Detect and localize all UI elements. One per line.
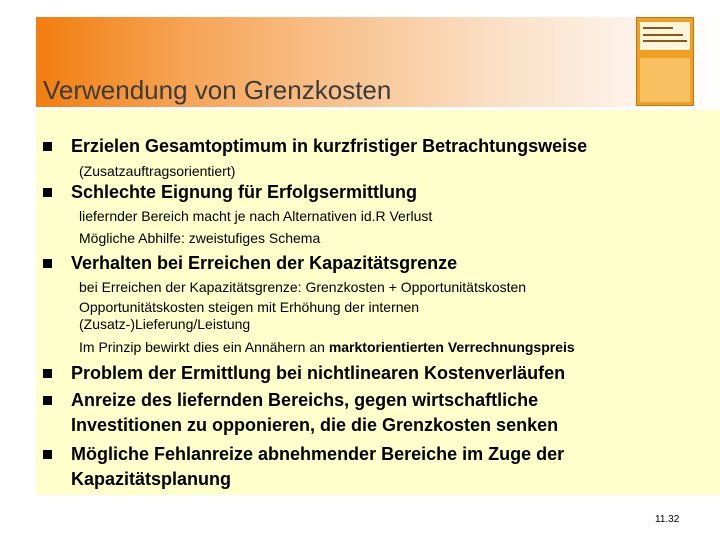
- sub-text: [79, 338, 575, 356]
- bullet-marker: [43, 259, 52, 268]
- book-cover-line: [643, 34, 683, 36]
- bullet-marker: [43, 369, 52, 378]
- page-number: 11.32: [655, 514, 680, 525]
- book-cover-line: [643, 27, 673, 29]
- bullet-text: Schlechte Eignung für Erfolgsermittlung: [71, 182, 418, 202]
- sub-text: (Zusatz-)Lieferung/Leistung: [79, 316, 251, 332]
- bullet-text: Erzielen Gesamtoptimum in kurzfristiger Betrachtungsweise: [71, 136, 588, 156]
- sub-text: Mögliche Abhilfe: zweistufiges Schema: [79, 230, 321, 246]
- sub-text-prefix: Im Prinzip bewirkt dies ein Annähern an: [79, 339, 329, 355]
- bullet-marker: [43, 396, 52, 405]
- bullet-text: Verhalten bei Erreichen der Kapazitätsgrenze: [71, 253, 458, 273]
- sub-text: (Zusatzauftragsorientiert): [79, 163, 236, 179]
- sub-text: Opportunitätskosten steigen mit Erhöhung der internen: [79, 299, 420, 315]
- book-cover-line: [643, 40, 687, 42]
- bullet-marker: [43, 450, 52, 459]
- bullet-text: Problem der Ermittlung bei nichtlinearen Kostenverläufen: [71, 363, 566, 383]
- slide-title: Verwendung von Grenzkosten: [43, 75, 392, 105]
- bullet-text: Kapazitätsplanung: [71, 469, 232, 489]
- sub-text-emphasis: marktorientierten Verrechnungspreis: [328, 339, 575, 355]
- bullet-text: Mögliche Fehlanreize abnehmender Bereiche im Zuge der: [71, 444, 565, 464]
- sub-text: liefernder Bereich macht je nach Alternativen id.R Verlust: [79, 208, 433, 224]
- bullet-marker: [43, 142, 52, 151]
- bullet-marker: [43, 188, 52, 197]
- book-cover-graphic: [640, 58, 690, 102]
- bullet-text: Anreize des liefernden Bereichs, gegen wirtschaftliche: [71, 390, 539, 410]
- sub-text: bei Erreichen der Kapazitätsgrenze: Grenzkosten + Opportunitätskosten: [79, 279, 527, 295]
- book-cover-icon: [636, 17, 694, 106]
- bullet-text: Investitionen zu opponieren, die die Grenzkosten senken: [71, 415, 559, 435]
